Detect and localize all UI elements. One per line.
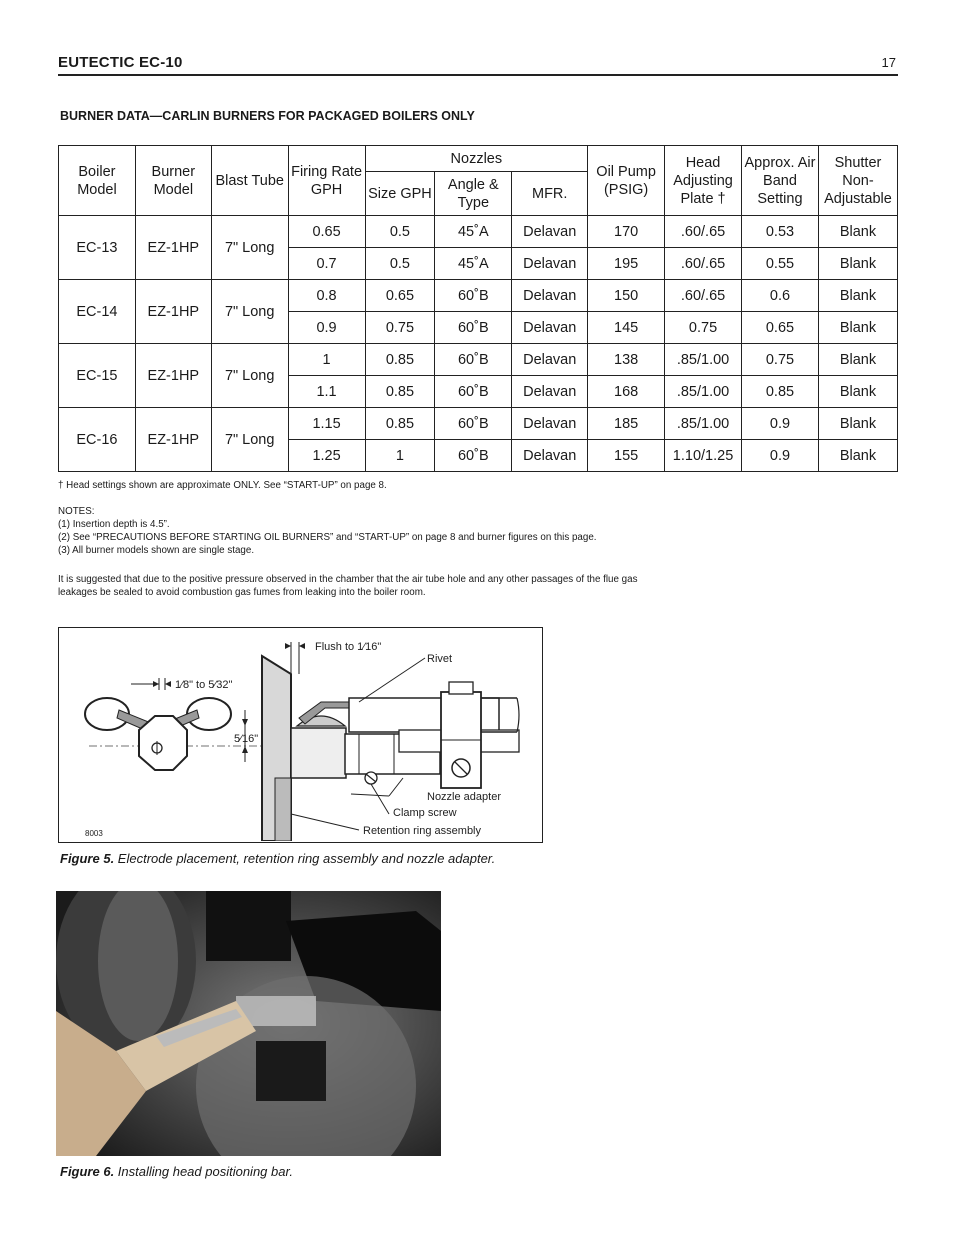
cell-size: 0.5 [365, 248, 435, 280]
section-title: BURNER DATA—CARLIN BURNERS FOR PACKAGED BOILERS ONLY [60, 109, 475, 123]
cell-head: .85/1.00 [665, 344, 742, 376]
header-shutter: Shutter Non- Adjustable [818, 146, 897, 216]
rivet-label: Rivet [427, 653, 453, 665]
cell-angle: 60˚B [435, 344, 512, 376]
cell-angle: 60˚B [435, 440, 512, 472]
cell-size: 0.5 [365, 216, 435, 248]
cell-air: 0.65 [742, 312, 819, 344]
cell-shutter: Blank [818, 376, 897, 408]
notes-title: NOTES: [58, 506, 95, 517]
cell-rate: 1.25 [288, 440, 365, 472]
figure-6-photo [56, 891, 441, 1156]
cell-pump: 185 [588, 408, 665, 440]
suggestion-line: It is suggested that due to the positive pressure observed in the chamber that the air tube hole and any other passages of the flue gas [58, 574, 638, 585]
cell-mfr: Delavan [512, 440, 588, 472]
burner-data-table [58, 145, 898, 472]
burner-photo [56, 891, 441, 1156]
clamp-screw-label: Clamp screw [393, 807, 457, 819]
cell-shutter: Blank [818, 216, 897, 248]
cell-size: 0.75 [365, 312, 435, 344]
nozzle-adapter-label: Nozzle adapter [427, 791, 501, 803]
cell-angle: 45˚A [435, 248, 512, 280]
cell-angle: 60˚B [435, 280, 512, 312]
cell-mfr: Delavan [512, 376, 588, 408]
cell-head: 1.10/1.25 [665, 440, 742, 472]
figure-code: 8003 [85, 829, 103, 838]
cell-rate: 0.7 [288, 248, 365, 280]
cell-pump: 170 [588, 216, 665, 248]
document-title: EUTECTIC EC-10 [58, 54, 183, 71]
header-air-band: Approx. Air Band Setting [742, 146, 819, 216]
cell-boiler: EC-16 [59, 408, 136, 472]
suggestion-line: leakages be sealed to avoid combustion gas fumes from leaking into the boiler room. [58, 587, 426, 598]
cell-head: .60/.65 [665, 280, 742, 312]
cell-pump: 155 [588, 440, 665, 472]
suggestion-paragraph [58, 573, 637, 599]
cell-shutter: Blank [818, 312, 897, 344]
header-mfr: MFR. [512, 172, 588, 216]
table-row [59, 408, 898, 440]
figure-5-caption [60, 851, 495, 866]
cell-burner: EZ-1HP [135, 280, 211, 344]
header-firing-rate: Firing Rate GPH [288, 146, 365, 216]
cell-head: .85/1.00 [665, 408, 742, 440]
cell-shutter: Blank [818, 344, 897, 376]
cell-pump: 145 [588, 312, 665, 344]
note-item: (1) Insertion depth is 4.5”. [58, 519, 170, 530]
header-burner-model: Burner Model [135, 146, 211, 216]
figure-5-diagram [58, 627, 543, 843]
figure-5-text: Electrode placement, retention ring assembly and nozzle adapter. [114, 851, 496, 866]
offset-label: 5⁄16" [234, 733, 259, 745]
page-number: 17 [881, 55, 896, 70]
cell-rate: 1.1 [288, 376, 365, 408]
cell-size: 0.85 [365, 408, 435, 440]
cell-burner: EZ-1HP [135, 344, 211, 408]
cell-pump: 168 [588, 376, 665, 408]
figure-5-label: Figure 5. [60, 851, 115, 866]
cell-mfr: Delavan [512, 216, 588, 248]
cell-size: 0.85 [365, 376, 435, 408]
cell-burner: EZ-1HP [135, 216, 211, 280]
table-row [59, 280, 898, 312]
cell-angle: 60˚B [435, 312, 512, 344]
header-oil-pump: Oil Pump (PSIG) [588, 146, 665, 216]
notes-block [58, 505, 596, 557]
cell-boiler: EC-14 [59, 280, 136, 344]
header-blast-tube: Blast Tube [211, 146, 288, 216]
cell-mfr: Delavan [512, 312, 588, 344]
header-nozzles: Nozzles [365, 146, 588, 172]
cell-angle: 60˚B [435, 408, 512, 440]
cell-size: 0.85 [365, 344, 435, 376]
figure-6-text: Installing head positioning bar. [114, 1164, 293, 1179]
cell-rate: 1.15 [288, 408, 365, 440]
cell-angle: 45˚A [435, 216, 512, 248]
cell-air: 0.53 [742, 216, 819, 248]
cell-tube: 7" Long [211, 408, 288, 472]
cell-burner: EZ-1HP [135, 408, 211, 472]
cell-rate: 0.65 [288, 216, 365, 248]
cell-angle: 60˚B [435, 376, 512, 408]
figure-6-label: Figure 6. [60, 1164, 115, 1179]
cell-air: 0.6 [742, 280, 819, 312]
cell-air: 0.9 [742, 408, 819, 440]
flush-label: Flush to 1⁄16" [315, 641, 382, 653]
table-footnote: † Head settings shown are approximate ONLY. See “START-UP” on page 8. [58, 480, 387, 491]
cell-rate: 1 [288, 344, 365, 376]
cell-tube: 7" Long [211, 216, 288, 280]
cell-mfr: Delavan [512, 408, 588, 440]
cell-air: 0.55 [742, 248, 819, 280]
cell-boiler: EC-13 [59, 216, 136, 280]
header-head-plate: Head Adjusting Plate † [665, 146, 742, 216]
cell-mfr: Delavan [512, 280, 588, 312]
cell-mfr: Delavan [512, 344, 588, 376]
cell-mfr: Delavan [512, 248, 588, 280]
cell-tube: 7" Long [211, 280, 288, 344]
cell-head: .60/.65 [665, 216, 742, 248]
cell-air: 0.85 [742, 376, 819, 408]
note-item: (3) All burner models shown are single stage. [58, 545, 255, 556]
header-boiler-model: Boiler Model [59, 146, 136, 216]
gap-label: 1⁄8" to 5⁄32" [175, 679, 233, 691]
cell-rate: 0.9 [288, 312, 365, 344]
header-size-gph: Size GPH [365, 172, 435, 216]
cell-head: .85/1.00 [665, 376, 742, 408]
table-row [59, 216, 898, 248]
table-row [59, 344, 898, 376]
figure-6-caption [60, 1164, 293, 1179]
cell-shutter: Blank [818, 280, 897, 312]
cell-tube: 7" Long [211, 344, 288, 408]
cell-shutter: Blank [818, 408, 897, 440]
cell-head: .60/.65 [665, 248, 742, 280]
cell-head: 0.75 [665, 312, 742, 344]
cell-boiler: EC-15 [59, 344, 136, 408]
cell-shutter: Blank [818, 440, 897, 472]
header-angle-type: Angle & Type [435, 172, 512, 216]
cell-air: 0.75 [742, 344, 819, 376]
cell-rate: 0.8 [288, 280, 365, 312]
page-header [58, 52, 898, 76]
cell-size: 0.65 [365, 280, 435, 312]
cell-pump: 195 [588, 248, 665, 280]
note-item: (2) See “PRECAUTIONS BEFORE STARTING OIL BURNERS” and “START-UP” on page 8 and burner figures on this page. [58, 532, 597, 543]
electrode-diagram [59, 628, 541, 841]
cell-air: 0.9 [742, 440, 819, 472]
cell-pump: 138 [588, 344, 665, 376]
retention-ring-label: Retention ring assembly [363, 825, 482, 837]
cell-size: 1 [365, 440, 435, 472]
cell-shutter: Blank [818, 248, 897, 280]
cell-pump: 150 [588, 280, 665, 312]
